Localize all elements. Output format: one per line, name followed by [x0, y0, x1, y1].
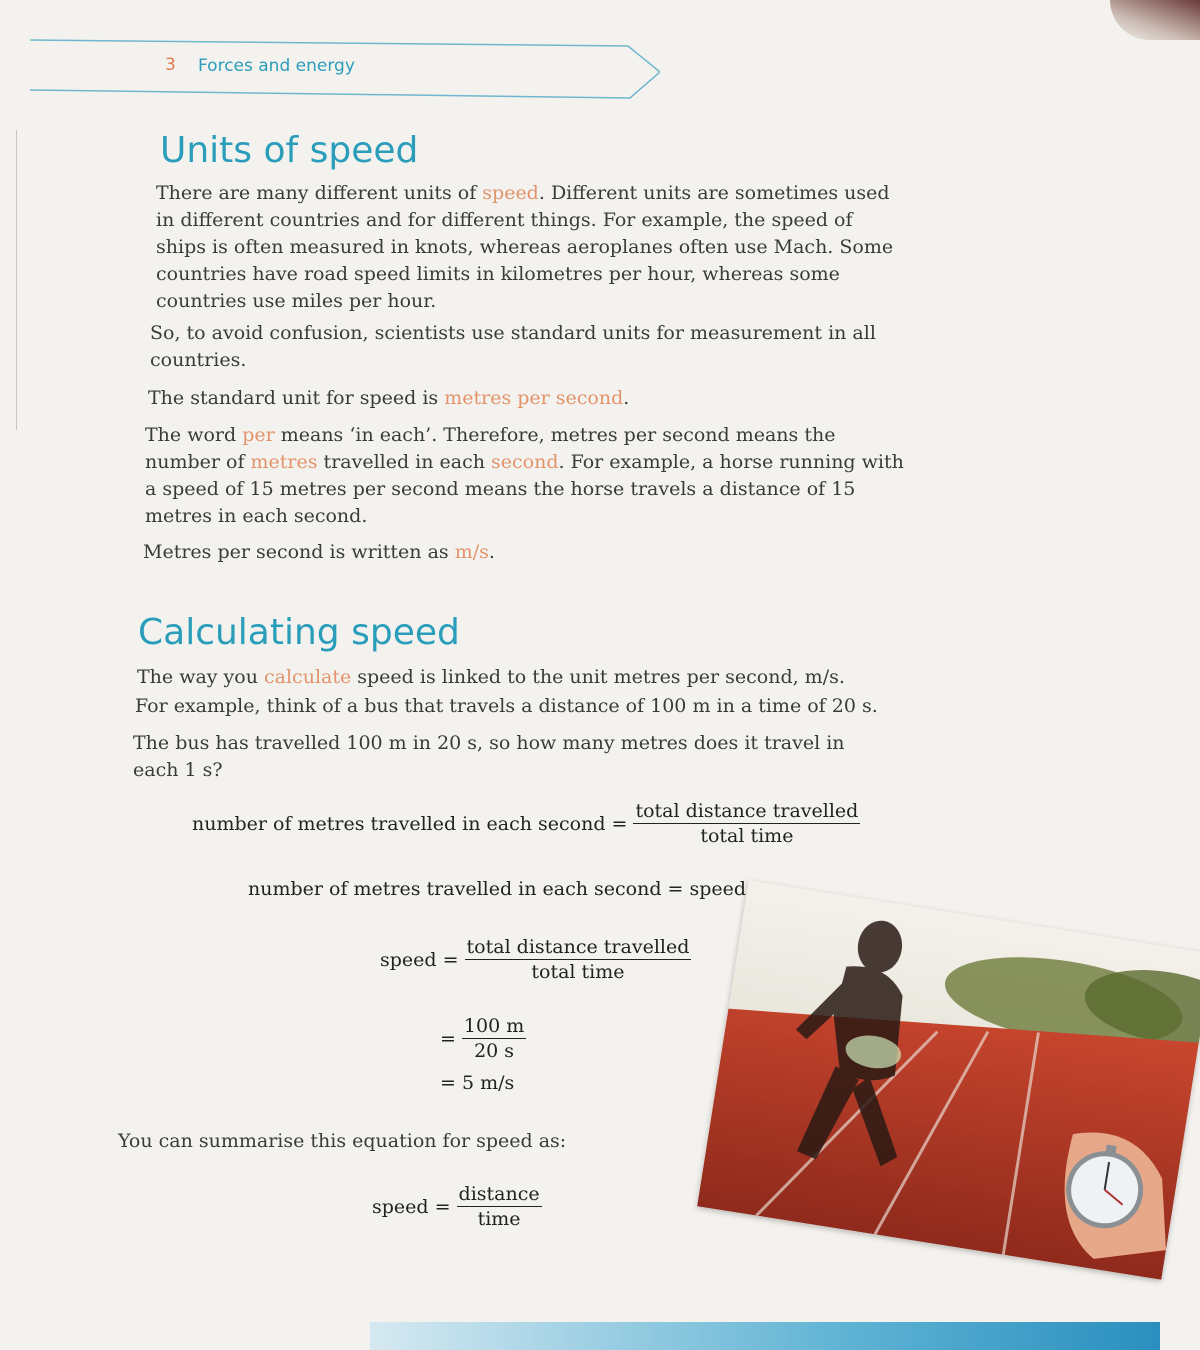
paragraph-avoid-confusion: So, to avoid confusion, scientists use standard units for measurement in all countries. [150, 322, 876, 371]
section-heading-units-of-speed: Units of speed [160, 130, 419, 171]
equation-equals-speed: number of metres travelled in each second = speed [248, 878, 747, 900]
keyword-second: second [491, 451, 559, 473]
chapter-number: 3 [165, 55, 176, 75]
paragraph-standard-unit: The standard unit for speed is metres per second. [148, 387, 630, 409]
equation-speed-definition: speed = $\frac{\text{total distance travelled}}{\text{total time}}$ [380, 936, 690, 983]
keyword-metres: metres [250, 451, 318, 473]
paragraph-calculate-link: The way you calculate speed is linked to the unit metres per second, m/s. [137, 666, 845, 688]
keyword-calculate: calculate [264, 666, 352, 688]
paragraph-summary: You can summarise this equation for speed as: [118, 1130, 567, 1152]
page-corner [1110, 0, 1200, 40]
paragraph-units-intro: There are many different units of speed. Different units are sometimes used in different countries and for different things. For example, the speed of ships is often measured in knots, whereas aeroplanes often use Mach. Some countries have road speed limits in kilometres per hour, whereas some countries use miles per hour. [156, 182, 894, 312]
keyword-m-s: m/s [454, 541, 489, 563]
paragraph-bus-question: The bus has travelled 100 m in 20 s, so how many metres does it travel in each 1 s? [133, 732, 845, 781]
chapter-title: Forces and energy [198, 56, 355, 76]
page-spine-line [16, 130, 17, 430]
equation-speed-summary: speed = $\frac{\text{distance}}{\text{time}}$ [372, 1183, 540, 1230]
section-heading-calculating-speed: Calculating speed [138, 612, 460, 653]
page-bottom-bar [370, 1322, 1160, 1350]
paragraph-written-as: Metres per second is written as m/s. [143, 541, 495, 563]
paragraph-bus-example: For example, think of a bus that travels a distance of 100 m in a time of 20 s. [135, 695, 878, 717]
keyword-metres-per-second: metres per second [444, 387, 624, 409]
equation-metres-each-second: number of metres travelled in each second = $\frac{\text{total distance travelled}}{\text{total time}}$ [192, 800, 859, 847]
equation-result: = 5 m/s [440, 1072, 515, 1094]
keyword-speed: speed [482, 182, 539, 204]
equation-substitution: = $\frac{100 m}{20 s}$ [440, 1015, 525, 1062]
runner-stopwatch-photo [697, 880, 1200, 1279]
keyword-per: per [242, 424, 275, 446]
paragraph-per-meaning: The word per means ‘in each’. Therefore, metres per second means the number of metres travelled in each second. For example, a horse running with a speed of 15 metres per second means the horse travels a distance of 15 metres in each second. [145, 424, 904, 527]
